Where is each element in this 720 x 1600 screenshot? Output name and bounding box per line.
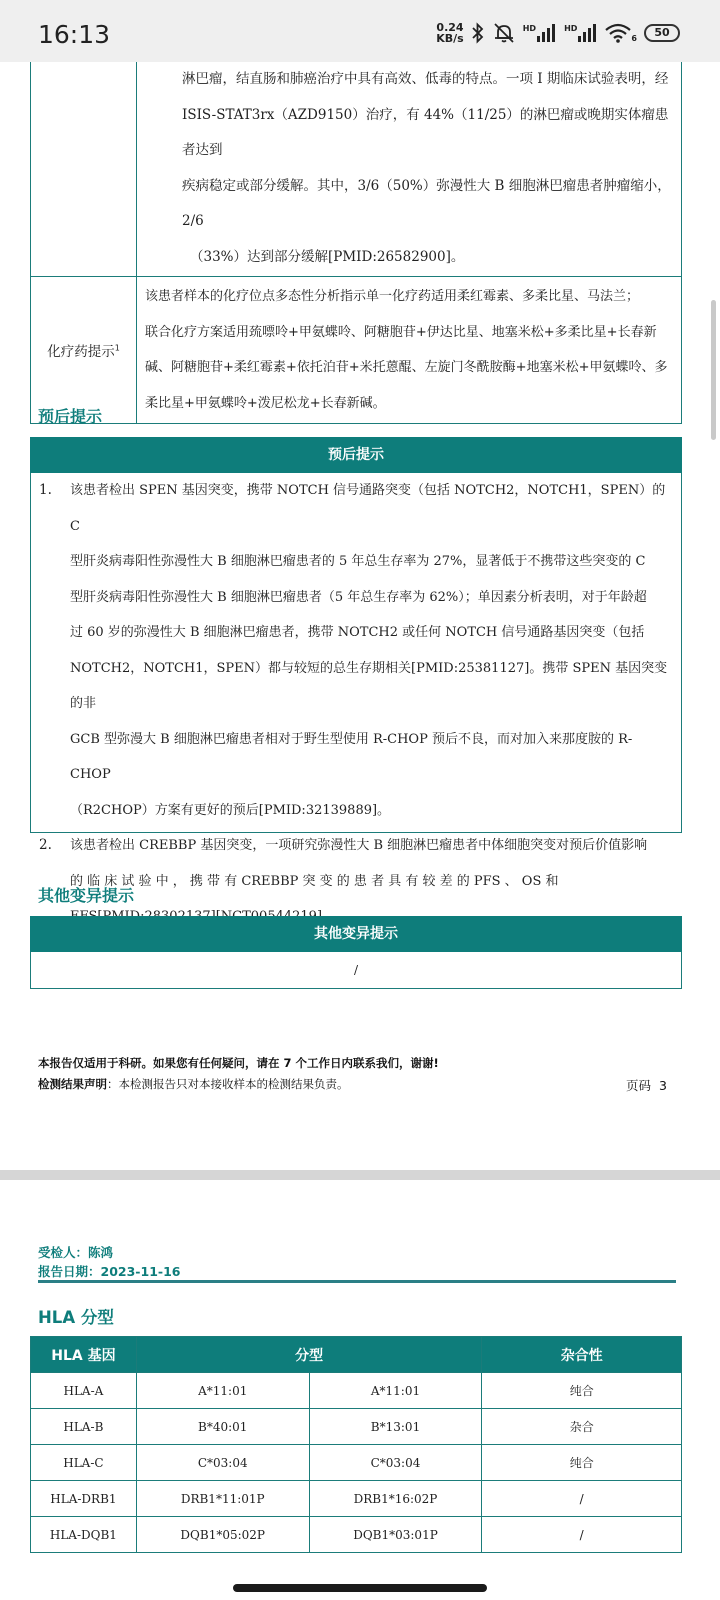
hla-allele2-cell: A*11:01 (309, 1373, 482, 1409)
table-row (31, 1445, 682, 1481)
footer-research-notice: 本报告仅适用于科研。如果您有任何疑问，请在 7 个工作日内联系我们，谢谢! (38, 1056, 439, 1070)
chemo-text: 该患者样本的化疗位点多态性分析指示单一化疗药适用柔红霉素、多柔比星、马法兰； 联合化疗方案适用巯嘌呤+甲氨蝶呤、阿糖胞苷+伊达比星、地塞米松+多柔比星+长春新 碱、阿糖胞苷+柔红霉素+依托泊苷+米托蒽醌、左旋门冬酰胺酶+地塞米松+甲氨蝶呤、多 柔比星+甲氨蝶呤+泼尼松龙+长春新碱。 (145, 289, 668, 411)
status-icons (436, 22, 680, 44)
network-speed: 0.24 KB/s (436, 21, 464, 45)
chemo-label: 化疗药提示$^1$ (31, 277, 137, 424)
status-bar (0, 0, 720, 62)
wifi-icon (605, 23, 631, 43)
targeted-therapy-text: 淋巴瘤，结直肠和肺癌治疗中具有高效、低毒的特点。一项 I 期临床试验表明，经 ISIS-STAT3rx（AZD9150）治疗，有 44%（11/25）的淋巴瘤或晚期实体瘤患者达到 疾病稳定或部分缓解。其中，3/6（50%）弥漫性大 B 细胞淋巴瘤患者肿瘤缩小，2/6 （33%）达到部分缓解[PMID:26582900]。 (182, 71, 671, 265)
table-row (31, 1373, 682, 1409)
other-variants-table-header: 其他变异提示 (30, 916, 682, 952)
hla-allele2-cell: C*03:04 (309, 1445, 482, 1481)
hla-allele1-cell: DQB1*05:02P (136, 1517, 309, 1553)
footer-disclaimer: 检测结果声明：本检测报告只对本接收样本的检测结果负责。 (38, 1077, 349, 1091)
hla-allele1-cell: A*11:01 (136, 1373, 309, 1409)
prognosis-table (30, 473, 682, 889)
hla-allele2-cell: DQB1*03:01P (309, 1517, 482, 1553)
hla-gene-cell: HLA-A (31, 1373, 137, 1409)
hla-section-title: HLA 分型 (38, 1308, 114, 1327)
hla-allele1-cell: B*40:01 (136, 1409, 309, 1445)
page-divider (0, 1170, 720, 1180)
signal-bars-icon (578, 24, 598, 42)
hla-gene-cell: HLA-DQB1 (31, 1517, 137, 1553)
mute-bell-icon (492, 22, 516, 44)
hla-allele1-cell: C*03:04 (136, 1445, 309, 1481)
bluetooth-icon (471, 22, 485, 44)
hla-zygosity-cell: 纯合 (482, 1373, 682, 1409)
wifi-status: 6 (605, 23, 637, 43)
hla-zygosity-header: 杂合性 (482, 1337, 682, 1373)
hla-gene-header: HLA 基因 (31, 1337, 137, 1373)
battery-icon: 50 (644, 24, 680, 42)
table-row (31, 1409, 682, 1445)
prognosis-table-header: 预后提示 (30, 437, 682, 473)
other-variants-section-title: 其他变异提示 (38, 886, 135, 905)
header-rule (38, 1280, 676, 1283)
prognosis-section-title: 预后提示 (38, 407, 103, 426)
prognosis-item-2: 2. 该患者检出 CREBBP 基因突变，一项研究弥漫性大 B 细胞淋巴瘤患者中体细胞突变对预后价值影响 的 临 床 试 验 中 ， 携 带 有 CREBBP 突 变 的 患 者 具 有 较 差 的 PFS 、 OS 和 (39, 837, 648, 889)
report-date: 报告日期：2023-11-16 (38, 1264, 181, 1279)
hla-gene-cell: HLA-B (31, 1409, 137, 1445)
status-time: 16:13 (38, 20, 111, 49)
hla-allele2-cell: B*13:01 (309, 1409, 482, 1445)
treatment-table (30, 62, 682, 424)
patient-info: 受检人：陈鸿 (38, 1245, 114, 1260)
other-variants-value: / (30, 952, 682, 989)
signal-sim2: HD (564, 24, 598, 42)
signal-bars-icon (537, 24, 557, 42)
home-indicator[interactable] (233, 1584, 487, 1592)
page-number: 页码 3 (626, 1078, 667, 1093)
hla-gene-cell: HLA-DRB1 (31, 1481, 137, 1517)
hla-allele2-cell: DRB1*16:02P (309, 1481, 482, 1517)
hla-zygosity-cell: 杂合 (482, 1409, 682, 1445)
hla-zygosity-cell: / (482, 1517, 682, 1553)
prognosis-item-1: 1. 该患者检出 SPEN 基因突变，携带 NOTCH 信号通路突变（包括 NOTCH2，NOTCH1，SPEN）的 C 型肝炎病毒阳性弥漫性大 B 细胞淋巴瘤患者的 5 年总生存率为 27%，显著低于不携带这些突变的 C 型肝炎病毒阳性弥漫性大 B 细胞淋巴瘤患者（5 年总生存率为 62%）；单因素分析表明，对于年龄超 过 60 岁的弥漫性大 B 细胞淋巴瘤患者，携带 NOTCH2 或任何 NOTCH 信号通路基因突变（包括 NOTCH2，NOTCH1，SPEN）都与较短的总生存期相关[PMID:25381127]。携带 SPEN 基因突变的非 GCB 型弥漫大 B 细胞淋巴瘤患者相对于野生型使用 R-CHOP 预后不良，而对加入来那度胺的 R-CHOP （R2CHOP）方案有更好的预后[PMID:32139889]。 (39, 482, 668, 818)
targeted-row (31, 62, 682, 277)
hla-zygosity-cell: 纯合 (482, 1445, 682, 1481)
hla-gene-cell: HLA-C (31, 1445, 137, 1481)
table-row (31, 1481, 682, 1517)
hla-type-header: 分型 (136, 1337, 482, 1373)
hla-table (30, 1336, 682, 1553)
hla-allele1-cell: DRB1*11:01P (136, 1481, 309, 1517)
chemo-row (31, 277, 682, 424)
scrollbar-thumb[interactable] (711, 300, 716, 440)
table-row (31, 1517, 682, 1553)
signal-sim1: HD (523, 24, 557, 42)
hla-zygosity-cell: / (482, 1481, 682, 1517)
hla-header-row (31, 1337, 682, 1373)
